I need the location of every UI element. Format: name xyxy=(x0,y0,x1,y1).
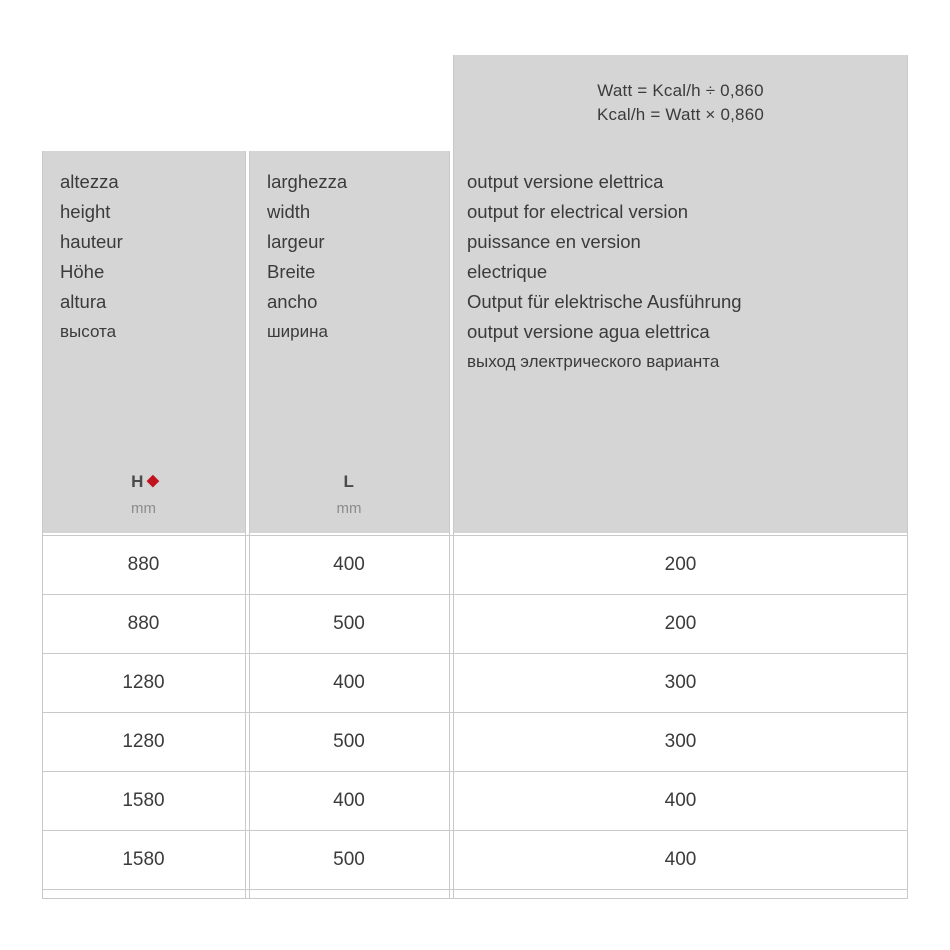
label-output-es: output versione agua elettrica xyxy=(467,321,710,342)
symbol-h: H xyxy=(131,472,144,491)
cell-output: 300 xyxy=(664,672,697,693)
formula-band xyxy=(453,55,908,151)
header-labels-width xyxy=(267,167,439,347)
header-labels-height xyxy=(60,167,235,347)
label-output-de: Output für elektrische Ausführung xyxy=(467,291,742,312)
table-row xyxy=(42,654,908,713)
label-width-it: larghezza xyxy=(267,171,348,192)
label-output-en: output for electrical version xyxy=(467,201,689,222)
label-output-ru: выход электрического варианта xyxy=(467,352,720,371)
header-symbol-width xyxy=(249,472,449,517)
label-width-ru: ширина xyxy=(267,322,328,341)
table-rule-mid-1 xyxy=(245,151,246,899)
header-labels-output xyxy=(467,167,898,377)
table-row xyxy=(42,535,908,595)
diamond-icon xyxy=(146,475,159,488)
header-cell-height xyxy=(42,151,245,533)
table-row xyxy=(42,772,908,831)
cell-width: 500 xyxy=(333,731,365,752)
symbol-l: L xyxy=(343,472,355,491)
header-symbol-height xyxy=(42,472,245,517)
header-cell-width xyxy=(249,151,449,533)
table-header xyxy=(42,151,908,533)
label-output-fr2: electrique xyxy=(467,261,548,282)
cell-output: 300 xyxy=(664,731,697,752)
cell-output: 200 xyxy=(664,554,697,575)
cell-width: 500 xyxy=(333,849,365,870)
cell-height: 1580 xyxy=(122,790,165,811)
table-rule-left xyxy=(42,151,43,899)
label-width-de: Breite xyxy=(267,261,316,282)
table-body xyxy=(42,535,908,890)
label-output-it: output versione elettrica xyxy=(467,171,664,192)
label-height-ru: высота xyxy=(60,322,117,341)
table-row xyxy=(42,713,908,772)
table-row xyxy=(42,831,908,890)
table-row xyxy=(42,595,908,654)
label-height-es: altura xyxy=(60,291,107,312)
formula-line-watt: Watt = Kcal/h ÷ 0,860 xyxy=(597,81,764,100)
label-output-fr1: puissance en version xyxy=(467,231,641,252)
label-height-it: altezza xyxy=(60,171,119,192)
cell-height: 880 xyxy=(127,613,160,634)
table-rule-mid-3 xyxy=(449,151,450,899)
cell-height: 880 xyxy=(127,554,160,575)
cell-output: 400 xyxy=(664,790,697,811)
unit-height: mm xyxy=(131,500,156,517)
formula-line-kcal: Kcal/h = Watt × 0,860 xyxy=(596,105,765,124)
label-width-en: width xyxy=(267,201,311,222)
label-width-fr: largeur xyxy=(267,231,325,252)
cell-width: 500 xyxy=(333,613,365,634)
table-rule-mid-4 xyxy=(453,55,454,899)
cell-output: 200 xyxy=(664,613,697,634)
cell-height: 1280 xyxy=(122,731,165,752)
cell-height: 1280 xyxy=(122,672,165,693)
cell-width: 400 xyxy=(333,790,365,811)
cell-output: 400 xyxy=(664,849,697,870)
label-height-de: Höhe xyxy=(60,261,105,282)
label-width-es: ancho xyxy=(267,291,318,312)
table-rule-bottom xyxy=(42,898,908,899)
label-height-en: height xyxy=(60,201,111,222)
table-rule-right xyxy=(907,55,908,899)
cell-width: 400 xyxy=(333,554,365,575)
cell-width: 400 xyxy=(333,672,365,693)
header-cell-output xyxy=(453,151,908,533)
unit-width: mm xyxy=(336,500,362,517)
table-rule-mid-2 xyxy=(249,151,250,899)
label-height-fr: hauteur xyxy=(60,231,123,252)
cell-height: 1580 xyxy=(122,849,165,870)
